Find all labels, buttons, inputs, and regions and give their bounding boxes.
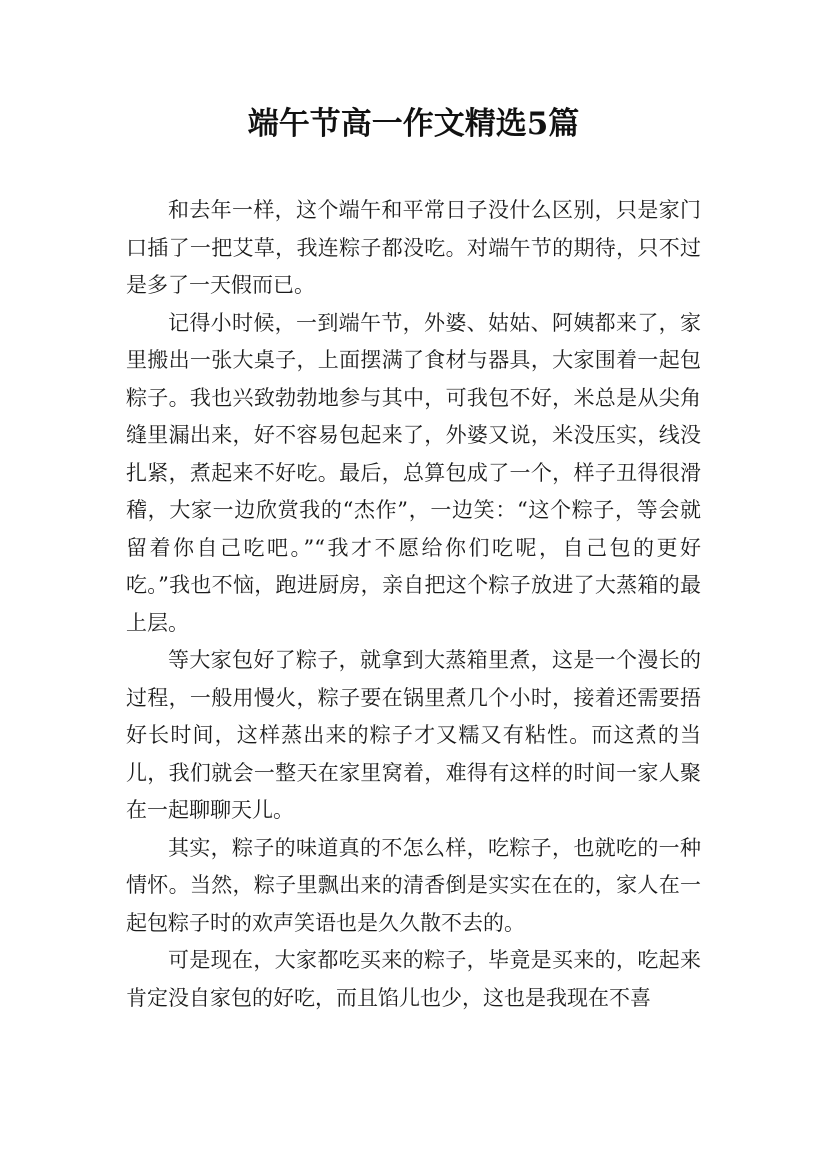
paragraph-2: 记得小时候，一到端午节，外婆、姑姑、阿姨都来了，家里搬出一张大桌子，上面摆满了食材与器具，大家围着一起包粽子。我也兴致勃勃地参与其中，可我包不好，米总是从尖角缝里漏出来，好不容易包起来了，外婆又说，米没压实，线没扎紧，煮起来不好吃。最后，总算包成了一个，样子丑得很滑稽，大家一边欣赏我的“杰作”，一边笑：“这个粽子，等会就留着你自己吃吧。”“我才不愿给你们吃呢，自己包的更好吃。”我也不恼，跑进厨房，亲自把这个粽子放进了大蒸箱的最上层。	[126, 310, 701, 635]
document-title: 端午节高一作文精选5篇	[247, 106, 580, 142]
paragraph-4: 其实，粽子的味道真的不怎么样，吃粽子，也就吃的一种情怀。当然，粽子里飘出来的清香倒是实实在在的，家人在一起包粽子时的欢声笑语也是久久散不去的。	[126, 835, 701, 935]
paragraph-5: 可是现在，大家都吃买来的粽子，毕竟是买来的，吃起来肯定没自家包的好吃，而且馅儿也少，这也是我现在不喜	[126, 948, 701, 1010]
paragraph-3: 等大家包好了粽子，就拿到大蒸箱里煮，这是一个漫长的过程，一般用慢火，粽子要在锅里煮几个小时，接着还需要捂好长时间，这样蒸出来的粽子才又糯又有粘性。而这煮的当儿，我们就会一整天在家里窝着，难得有这样的时间一家人聚在一起聊聊天儿。	[126, 648, 701, 822]
document-body	[126, 192, 701, 1017]
paragraph-1: 和去年一样，这个端午和平常日子没什么区别，只是家门口插了一把艾草，我连粽子都没吃。对端午节的期待，只不过是多了一天假而已。	[126, 198, 701, 297]
